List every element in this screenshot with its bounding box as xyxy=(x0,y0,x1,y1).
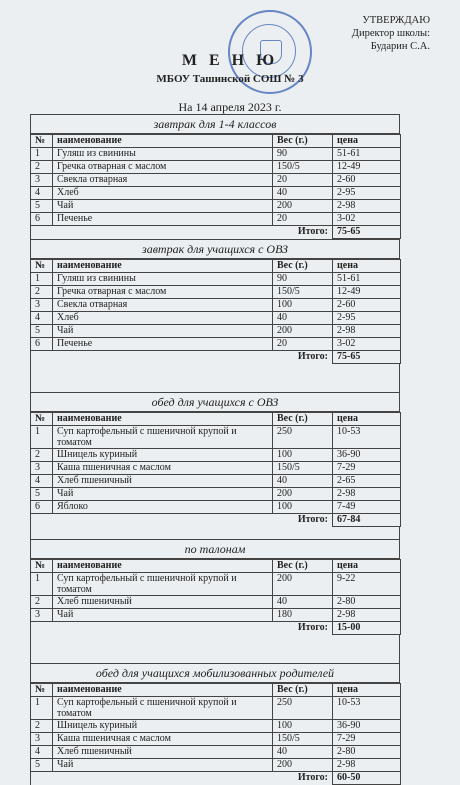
dish-name: Чай xyxy=(53,325,273,338)
approval-signatory: Бударин С.А. xyxy=(370,41,430,52)
dish-price: 2-98 xyxy=(333,325,401,338)
header-num: № xyxy=(31,560,53,573)
dish-price: 2-60 xyxy=(333,299,401,312)
header-num: № xyxy=(31,413,53,426)
header-weight: Вес (г.) xyxy=(273,684,333,697)
row-number: 5 xyxy=(31,200,53,213)
dish-price: 2-80 xyxy=(333,596,401,609)
total-value: 67-84 xyxy=(333,514,401,527)
dish-price: 2-95 xyxy=(333,187,401,200)
table-row xyxy=(31,312,401,325)
row-number: 6 xyxy=(31,213,53,226)
dish-weight: 20 xyxy=(273,213,333,226)
dish-price: 10-53 xyxy=(333,697,401,720)
row-number: 3 xyxy=(31,174,53,187)
dish-weight: 250 xyxy=(273,426,333,449)
dish-weight: 40 xyxy=(273,312,333,325)
header-name: наименование xyxy=(53,135,273,148)
row-number: 2 xyxy=(31,720,53,733)
dish-weight: 40 xyxy=(273,596,333,609)
section-gap xyxy=(30,635,400,663)
dish-name: Каша пшеничная с маслом xyxy=(53,462,273,475)
dish-price: 2-95 xyxy=(333,312,401,325)
table-row xyxy=(31,449,401,462)
header-weight: Вес (г.) xyxy=(273,413,333,426)
dish-weight: 40 xyxy=(273,475,333,488)
header-name: наименование xyxy=(53,560,273,573)
table-row xyxy=(31,299,401,312)
dish-name: Шницель куриный xyxy=(53,720,273,733)
dish-name: Каша пшеничная с маслом xyxy=(53,733,273,746)
total-row xyxy=(31,226,401,239)
header-name: наименование xyxy=(53,684,273,697)
section-title: обед для учащихся мобилизованных родителей xyxy=(30,663,400,683)
dish-weight: 150/5 xyxy=(273,161,333,174)
total-label: Итого: xyxy=(297,772,328,783)
header-num: № xyxy=(31,135,53,148)
row-number: 5 xyxy=(31,325,53,338)
total-value: 75-65 xyxy=(333,226,401,239)
section-table xyxy=(30,559,401,635)
row-number: 2 xyxy=(31,286,53,299)
table-row xyxy=(31,733,401,746)
dish-price: 3-02 xyxy=(333,338,401,351)
dish-weight: 40 xyxy=(273,746,333,759)
dish-weight: 150/5 xyxy=(273,733,333,746)
total-row xyxy=(31,772,401,785)
dish-name: Яблоко xyxy=(53,501,273,514)
header-row xyxy=(31,260,401,273)
total-value: 60-50 xyxy=(333,772,401,785)
dish-name: Свекла отварная xyxy=(53,299,273,312)
row-number: 5 xyxy=(31,488,53,501)
header-price: цена xyxy=(333,135,401,148)
dish-weight: 20 xyxy=(273,338,333,351)
total-label: Итого: xyxy=(297,351,328,362)
dish-weight: 150/5 xyxy=(273,286,333,299)
header-weight: Вес (г.) xyxy=(273,560,333,573)
dish-weight: 180 xyxy=(273,609,333,622)
dish-name: Суп картофельный с пшеничной крупой и томатом xyxy=(53,573,273,596)
row-number: 3 xyxy=(31,462,53,475)
section-gap xyxy=(30,364,400,392)
dish-weight: 150/5 xyxy=(273,462,333,475)
table-row xyxy=(31,148,401,161)
table-row xyxy=(31,596,401,609)
dish-price: 3-02 xyxy=(333,213,401,226)
dish-weight: 200 xyxy=(273,488,333,501)
dish-name: Чай xyxy=(53,609,273,622)
total-label: Итого: xyxy=(297,226,328,237)
row-number: 1 xyxy=(31,426,53,449)
row-number: 6 xyxy=(31,501,53,514)
dish-price: 12-49 xyxy=(333,161,401,174)
section-table xyxy=(30,259,401,364)
table-row xyxy=(31,213,401,226)
menu-table xyxy=(30,114,400,785)
dish-price: 2-60 xyxy=(333,174,401,187)
total-row xyxy=(31,351,401,364)
dish-price: 9-22 xyxy=(333,573,401,596)
page-title: М Е Н Ю xyxy=(181,52,279,69)
row-number: 2 xyxy=(31,161,53,174)
table-row xyxy=(31,200,401,213)
dish-price: 7-49 xyxy=(333,501,401,514)
dish-name: Печенье xyxy=(53,338,273,351)
dish-weight: 100 xyxy=(273,449,333,462)
dish-name: Гречка отварная с маслом xyxy=(53,286,273,299)
dish-price: 2-98 xyxy=(333,759,401,772)
header-price: цена xyxy=(333,684,401,697)
dish-name: Хлеб xyxy=(53,187,273,200)
row-number: 4 xyxy=(31,475,53,488)
section-title: завтрак для 1-4 классов xyxy=(30,115,400,134)
row-number: 5 xyxy=(31,759,53,772)
table-row xyxy=(31,697,401,720)
dish-weight: 200 xyxy=(273,573,333,596)
header-name: наименование xyxy=(53,413,273,426)
dish-name: Хлеб xyxy=(53,312,273,325)
dish-name: Суп картофельный с пшеничной крупой и томатом xyxy=(53,697,273,720)
header-row xyxy=(31,413,401,426)
dish-name: Печенье xyxy=(53,213,273,226)
dish-weight: 90 xyxy=(273,273,333,286)
section-title: обед для учащихся с ОВЗ xyxy=(30,392,400,412)
header-weight: Вес (г.) xyxy=(273,135,333,148)
menu-date: На 14 апреля 2023 г. xyxy=(178,100,282,114)
approval-position: Директор школы: xyxy=(351,28,430,39)
total-row xyxy=(31,622,401,635)
table-row xyxy=(31,338,401,351)
dish-price: 7-29 xyxy=(333,733,401,746)
section-gap xyxy=(30,527,400,539)
dish-weight: 200 xyxy=(273,200,333,213)
dish-price: 51-61 xyxy=(333,148,401,161)
header-price: цена xyxy=(333,560,401,573)
table-row xyxy=(31,273,401,286)
row-number: 4 xyxy=(31,312,53,325)
school-name: МБОУ Ташинской СОШ № 3 xyxy=(156,73,304,85)
dish-price: 2-65 xyxy=(333,475,401,488)
dish-price: 36-90 xyxy=(333,449,401,462)
section-table xyxy=(30,412,401,527)
total-spacer xyxy=(31,514,53,527)
row-number: 4 xyxy=(31,746,53,759)
row-number: 1 xyxy=(31,573,53,596)
row-number: 3 xyxy=(31,733,53,746)
dish-price: 10-53 xyxy=(333,426,401,449)
header-row xyxy=(31,684,401,697)
section-table xyxy=(30,134,401,239)
dish-weight: 250 xyxy=(273,697,333,720)
row-number: 1 xyxy=(31,148,53,161)
row-number: 2 xyxy=(31,449,53,462)
dish-price: 2-98 xyxy=(333,200,401,213)
table-row xyxy=(31,462,401,475)
dish-weight: 200 xyxy=(273,759,333,772)
dish-weight: 100 xyxy=(273,501,333,514)
row-number: 6 xyxy=(31,338,53,351)
approval-block xyxy=(270,14,430,53)
total-value: 15-00 xyxy=(333,622,401,635)
dish-price: 51-61 xyxy=(333,273,401,286)
dish-name: Шницель куриный xyxy=(53,449,273,462)
total-label: Итого: xyxy=(297,622,328,633)
dish-price: 12-49 xyxy=(333,286,401,299)
dish-name: Хлеб пшеничный xyxy=(53,475,273,488)
table-row xyxy=(31,759,401,772)
header-num: № xyxy=(31,684,53,697)
header-num: № xyxy=(31,260,53,273)
table-row xyxy=(31,286,401,299)
dish-name: Суп картофельный с пшеничной крупой и томатом xyxy=(53,426,273,449)
table-row xyxy=(31,488,401,501)
table-row xyxy=(31,720,401,733)
table-row xyxy=(31,573,401,596)
header-price: цена xyxy=(333,413,401,426)
dish-name: Чай xyxy=(53,488,273,501)
total-row xyxy=(31,514,401,527)
table-row xyxy=(31,174,401,187)
dish-name: Чай xyxy=(53,200,273,213)
header-name: наименование xyxy=(53,260,273,273)
dish-name: Свекла отварная xyxy=(53,174,273,187)
header-weight: Вес (г.) xyxy=(273,260,333,273)
dish-weight: 90 xyxy=(273,148,333,161)
dish-weight: 40 xyxy=(273,187,333,200)
dish-weight: 200 xyxy=(273,325,333,338)
total-spacer xyxy=(31,622,53,635)
table-row xyxy=(31,501,401,514)
total-spacer xyxy=(31,351,53,364)
dish-price: 2-98 xyxy=(333,488,401,501)
table-row xyxy=(31,187,401,200)
table-row xyxy=(31,746,401,759)
total-spacer xyxy=(31,772,53,785)
dish-name: Хлеб пшеничный xyxy=(53,746,273,759)
total-value: 75-65 xyxy=(333,351,401,364)
section-table xyxy=(30,683,401,785)
row-number: 4 xyxy=(31,187,53,200)
dish-name: Гуляш из свинины xyxy=(53,148,273,161)
table-row xyxy=(31,609,401,622)
approval-heading: УТВЕРЖДАЮ xyxy=(362,15,430,26)
dish-weight: 100 xyxy=(273,299,333,312)
dish-price: 2-98 xyxy=(333,609,401,622)
table-row xyxy=(31,426,401,449)
dish-name: Хлеб пшеничный xyxy=(53,596,273,609)
section-title: завтрак для учащихся с ОВЗ xyxy=(30,239,400,259)
dish-name: Гуляш из свинины xyxy=(53,273,273,286)
header-row xyxy=(31,135,401,148)
total-label: Итого: xyxy=(297,514,328,525)
header-row xyxy=(31,560,401,573)
total-spacer xyxy=(31,226,53,239)
dish-price: 36-90 xyxy=(333,720,401,733)
dish-price: 7-29 xyxy=(333,462,401,475)
row-number: 2 xyxy=(31,596,53,609)
header-price: цена xyxy=(333,260,401,273)
table-row xyxy=(31,325,401,338)
section-title: по талонам xyxy=(30,539,400,559)
dish-name: Чай xyxy=(53,759,273,772)
row-number: 1 xyxy=(31,697,53,720)
dish-price: 2-80 xyxy=(333,746,401,759)
table-row xyxy=(31,475,401,488)
dish-name: Гречка отварная с маслом xyxy=(53,161,273,174)
dish-weight: 100 xyxy=(273,720,333,733)
row-number: 1 xyxy=(31,273,53,286)
row-number: 3 xyxy=(31,299,53,312)
table-row xyxy=(31,161,401,174)
dish-weight: 20 xyxy=(273,174,333,187)
row-number: 3 xyxy=(31,609,53,622)
